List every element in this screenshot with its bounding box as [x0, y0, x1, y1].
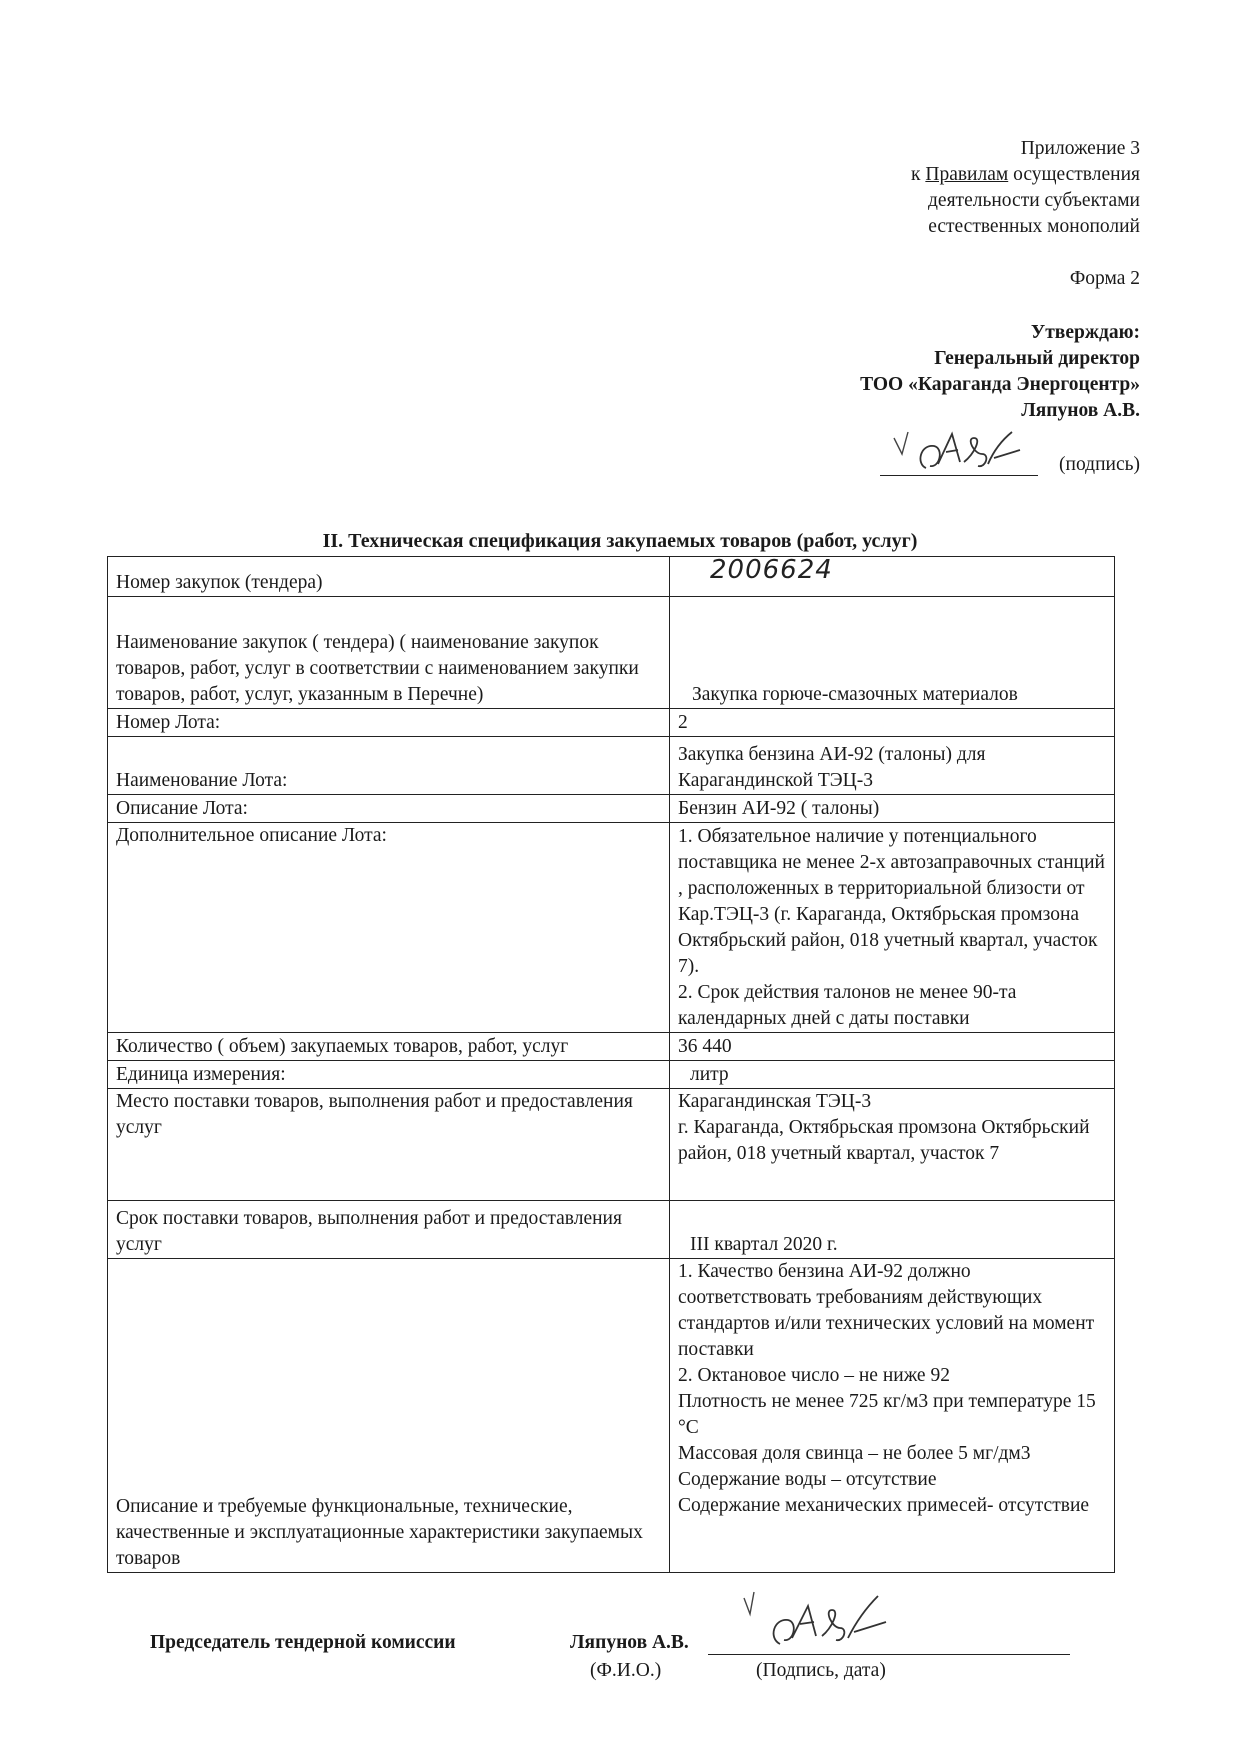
table-row	[108, 1089, 1115, 1201]
row-value	[670, 557, 1115, 597]
appendix-line-2-pre: к	[911, 164, 926, 185]
handwritten-tender-number: 2006624	[710, 555, 833, 585]
table-row	[108, 1259, 1115, 1573]
handwritten-signature-icon	[890, 424, 1040, 482]
row-value: Карагандинская ТЭЦ-3 г. Караганда, Октябрьская промзона Октябрьский район, 018 учетный квартал, участок 7	[670, 1089, 1115, 1201]
row-value: Бензин АИ-92 ( талоны)	[670, 795, 1115, 823]
form-number: Форма 2	[1069, 268, 1140, 289]
signature-line	[880, 475, 1038, 476]
row-value: 36 440	[670, 1033, 1115, 1061]
signature-caption: (подпись)	[1059, 454, 1140, 475]
fio-caption: (Ф.И.О.)	[590, 1660, 662, 1681]
row-label: Дополнительное описание Лота:	[108, 823, 670, 1033]
row-label: Наименование Лота:	[108, 737, 670, 795]
row-label: Описание Лота:	[108, 795, 670, 823]
appendix-line-4: естественных монополий	[928, 216, 1140, 237]
table-row	[108, 1061, 1115, 1089]
table-row	[108, 557, 1115, 597]
appendix-note	[720, 136, 1140, 240]
appendix-line-1: Приложение 3	[1020, 138, 1140, 159]
row-value: Закупка горюче-смазочных материалов	[670, 597, 1115, 709]
row-label: Номер закупок (тендера)	[108, 557, 670, 597]
table-row	[108, 795, 1115, 823]
approval-line-4: Ляпунов А.В.	[1021, 400, 1140, 421]
table-row	[108, 597, 1115, 709]
approval-line-3: ТОО «Караганда Энергоцентр»	[860, 374, 1140, 395]
row-label: Описание и требуемые функциональные, технические, качественные и эксплуатационные характеристики закупаемых товаров	[108, 1259, 670, 1573]
appendix-line-2-post: осуществления	[1008, 164, 1140, 185]
row-value: 1. Обязательное наличие у потенциального поставщика не менее 2-х автозаправочных станций , расположенных в территориальной близости от Кар.ТЭЦ-3 (г. Караганда, Октябрьская промзона Октябрьский район, 018 учетный квартал, участок 7). 2. Срок действия талонов не менее 90-та календарных дней с даты поставки	[670, 823, 1115, 1033]
row-value: 1. Качество бензина АИ-92 должно соответствовать требованиям действующих стандартов и/или технических условий на момент поставки 2. Октановое число – не ниже 92 Плотность не менее 725 кг/м3 при температуре 15 °С Массовая доля свинца – не более 5 мг/дм3 Содержание воды – отсутствие Содержание механических примесей- отсутствие	[670, 1259, 1115, 1573]
table-row	[108, 737, 1115, 795]
section-title: II. Техническая спецификация закупаемых товаров (работ, услуг)	[322, 530, 918, 552]
chair-name: Ляпунов А.В.	[570, 1632, 689, 1653]
signature-footer	[150, 1632, 1130, 1692]
approval-line-1: Утверждаю:	[1030, 322, 1140, 343]
row-value: литр	[670, 1061, 1115, 1089]
specification-table	[107, 556, 1115, 1573]
row-label: Наименование закупок ( тендера) ( наименование закупок товаров, работ, услуг в соответствии с наименованием закупки товаров, работ, услуг, указанным в Перечне)	[108, 597, 670, 709]
approval-line-2: Генеральный директор	[934, 348, 1140, 369]
row-label: Номер Лота:	[108, 709, 670, 737]
row-label: Место поставки товаров, выполнения работ и предоставления услуг	[108, 1089, 670, 1201]
table-row	[108, 1033, 1115, 1061]
table-row	[108, 709, 1115, 737]
table-row	[108, 1201, 1115, 1259]
appendix-line-3: деятельности субъектами	[928, 190, 1140, 211]
row-value: III квартал 2020 г.	[670, 1201, 1115, 1259]
table-row	[108, 823, 1115, 1033]
rules-link[interactable]: Правилам	[925, 164, 1009, 185]
row-label: Количество ( объем) закупаемых товаров, работ, услуг	[108, 1033, 670, 1061]
row-label: Единица измерения:	[108, 1061, 670, 1089]
approval-signature	[880, 438, 1140, 482]
approval-block	[680, 320, 1140, 424]
row-value: Закупка бензина АИ-92 (талоны) для Карагандинской ТЭЦ-3	[670, 737, 1115, 795]
commission-chair-label: Председатель тендерной комиссии	[150, 1632, 456, 1653]
row-value: 2	[670, 709, 1115, 737]
signature-date-caption: (Подпись, дата)	[756, 1660, 886, 1681]
footer-signature-line	[708, 1654, 1070, 1655]
handwritten-signature-icon	[740, 1588, 910, 1656]
row-label: Срок поставки товаров, выполнения работ и предоставления услуг	[108, 1201, 670, 1259]
appendix-line-2	[720, 162, 1140, 188]
